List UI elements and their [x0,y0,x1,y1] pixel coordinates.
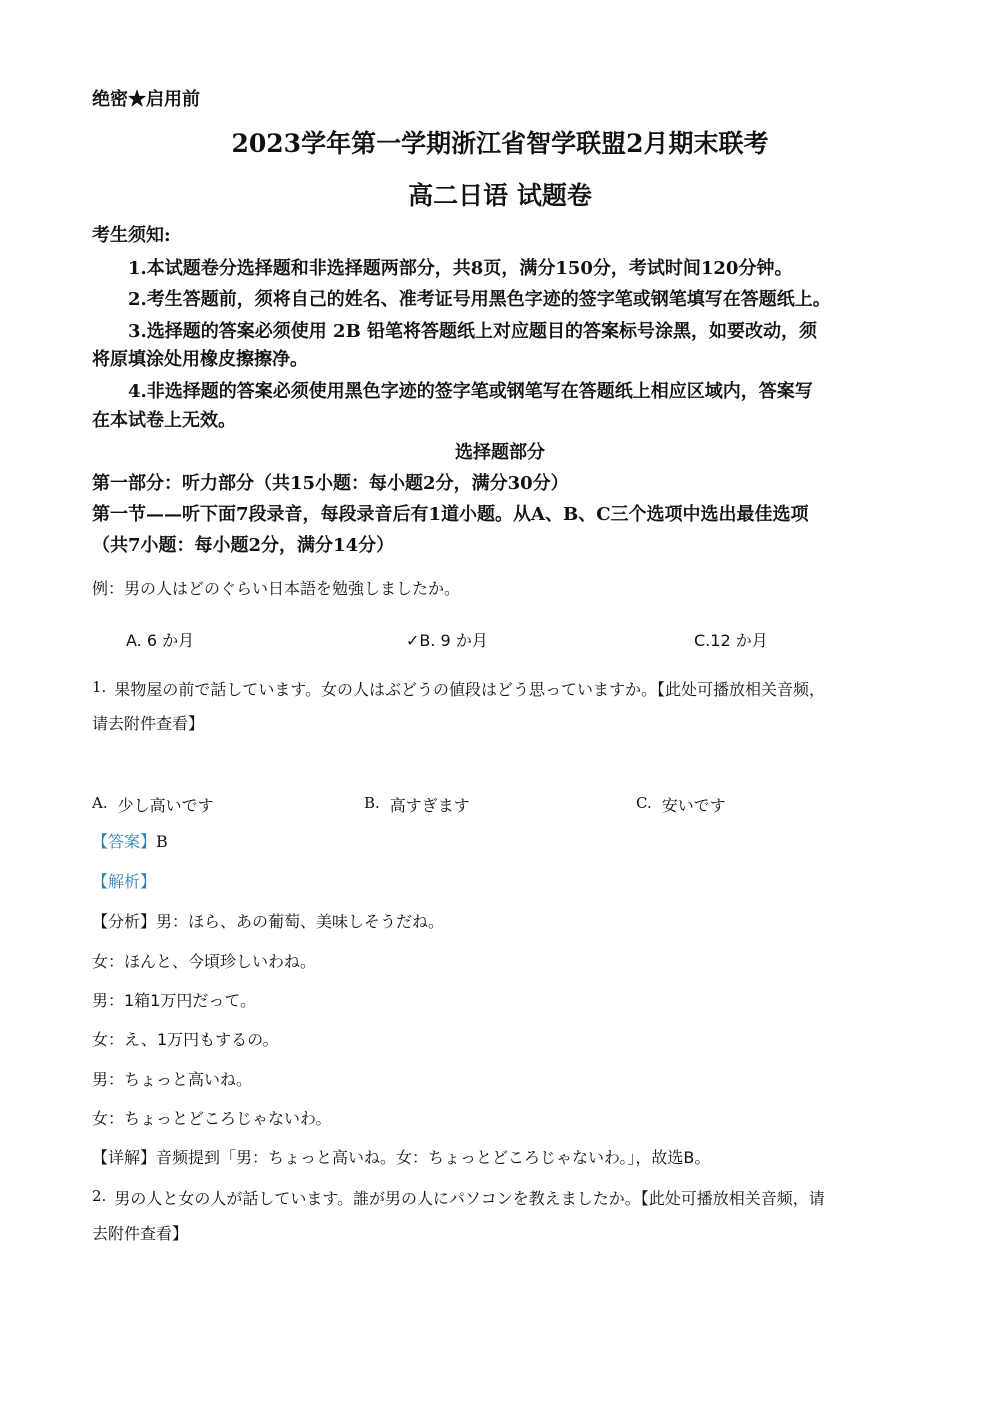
question-1-option-a [92,792,214,817]
question-1-text-cont: 请去附件查看】 [92,714,205,733]
option-text: 安いです [661,796,726,815]
question-2-text-cont: 去附件查看】 [92,1224,189,1243]
question-1-option-b [364,792,470,817]
example-option-c: C.12 か月 [694,631,768,650]
option-text: 高すぎます [389,796,470,815]
example-question: 例：男の人はどのぐらい日本語を勉強しましたか。 [92,579,461,598]
notice-item-4: 4.非选择题的答案必须使用黑色字迹的签字笔或钢笔写在答题纸上相应区域内，答案写 [128,381,813,402]
example-option-a: A. 6 か月 [126,631,195,650]
detail-explanation: 【详解】音频提到「男：ちょっと高いね。女：ちょっとどころじゃないわ。」，故选B。 [92,1148,711,1167]
dialogue-line: 男：ちょっと高いね。 [92,1070,253,1089]
answer-row [92,830,168,854]
dialogue-line: 女：ちょっとどころじゃないわ。 [92,1109,332,1128]
part-1-heading: 第一部分：听力部分（共15小题：每小题2分，满分30分） [92,473,569,494]
notice-item-3: 3.选择题的答案必须使用 2B 铅笔将答题纸上对应题目的答案标号涂黑，如要改动，须 [128,321,818,342]
option-text: 少し高いです [117,796,214,815]
section-1-instructions-cont: （共7小题：每小题2分，满分14分） [92,535,395,556]
option-label: A. [92,794,108,812]
question-1-prompt: 果物屋の前で話しています。女の人はぶどうの値段はどう思っていますか。【此处可播放相关音频， [114,680,826,699]
notice-item-1: 1.本试题卷分选择题和非选择题两部分，共8页，满分150分，考试时间120分钟。 [128,258,793,279]
analysis-tag: 【解析】 [92,872,157,891]
option-label: B. [364,794,380,812]
answer-value: B [156,832,168,851]
notice-heading: 考生须知: [92,225,171,246]
question-1-text [92,675,825,702]
exam-title: 2023学年第一学期浙江省智学联盟2月期末联考 [231,129,769,158]
question-1-number: 1. [92,678,107,696]
notice-item-3-cont: 将原填涂处用橡皮擦擦净。 [92,349,308,370]
answer-tag: 【答案】 [92,832,157,851]
question-2-text [92,1184,825,1211]
question-2-prompt: 男の人と女の人が話しています。誰が男の人にパソコンを教えましたか。【此处可播放相关音频，请 [114,1189,825,1208]
dialogue-line: 【分析】男：ほら、あの葡萄、美味しそうだね。 [92,912,445,931]
confidential-label: 绝密★启用前 [92,89,200,110]
dialogue-line: 女：ほんと、今頃珍しいわね。 [92,952,317,971]
section-heading: 选择题部分 [455,442,545,463]
notice-item-4-cont: 在本试卷上无效。 [92,410,236,431]
dialogue-line: 男：1箱1万円だって。 [92,991,257,1010]
question-2-number: 2. [92,1187,107,1205]
option-label: C. [636,794,652,812]
exam-subtitle: 高二日语 试题卷 [408,181,592,210]
question-1-option-c [636,792,726,817]
notice-item-2: 2.考生答题前，须将自己的姓名、准考证号用黑色字迹的签字笔或钢笔填写在答题纸上。 [128,289,831,310]
dialogue-line: 女：え、1万円もするの。 [92,1030,279,1049]
example-option-b-correct: ✓B. 9 か月 [406,631,488,650]
section-1-instructions: 第一节——听下面7段录音，每段录音后有1道小题。从A、B、C三个选项中选出最佳选项 [92,504,809,525]
